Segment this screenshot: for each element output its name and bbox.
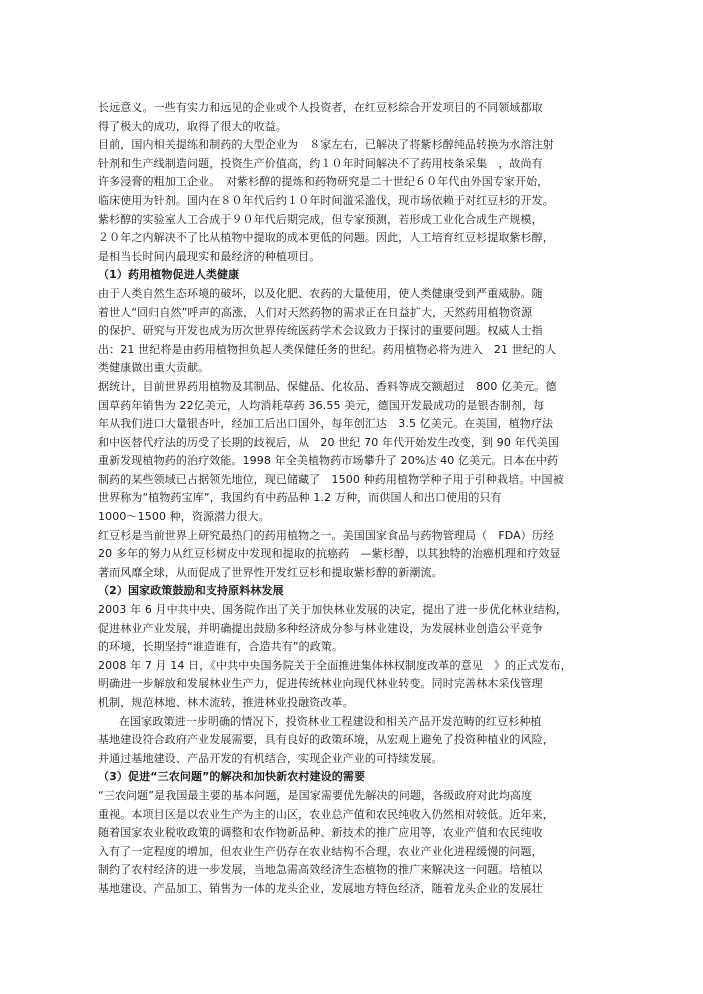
text-line: 据统计，目前世界药用植物及其制品、保健品、化妆品、香料等成交额超过 800 亿美元。德 <box>98 379 557 393</box>
text-line: ２０年之内解决不了比从植物中提取的成本更低的问题。因此，人工培育红豆杉提取紫杉醇， <box>98 231 554 245</box>
text-line: 并通过基地建设、产品开发的有机结合，实现企业产业的可持续发展。 <box>98 751 443 765</box>
text-line: 的环境，长期坚持“谁造谁有，合造共有”的政策。 <box>98 640 344 654</box>
text-line: 针剂和生产线制造问题，投资生产价值高，约１０年时间解决不了药用枝条采集 ，故尚有 <box>98 156 543 170</box>
text-line: 20 多年的努力从红豆杉树皮中发现和提取的抗癌药 —紫杉醇，以其独特的治癌机理和疗效显 <box>98 547 561 561</box>
text-line: 年从我们进口大量银杏叶，经加工后出口国外，每年创汇达 3.5 亿美元。在美国，植物疗法 <box>98 417 554 431</box>
text-line: 重新发现植物药的治疗效能。1998 年全美植物药市场攀升了 20%达 40 亿美元。日本在中药 <box>98 454 559 468</box>
text-line: “三农问题”是我国最主要的基本问题，是国家需要优先解决的问题，各级政府对此均高度 <box>98 788 533 802</box>
text-line: 机制，规范林地、林木流转，推进林业投融资改革。 <box>98 696 354 709</box>
text-line: 临床使用为针剂。国内在８０年代后约１０年时间滥采滥伐，现市场依赖于对红豆杉的开发。 <box>98 193 554 207</box>
text-line: 重视。本项目区是以农业生产为主的山区，农业总产值和农民纯收入仍然相对较低。近年来， <box>98 807 554 821</box>
text-line: 在国家政策进一步明确的情况下，投资林业工程建设和相关产品开发范畴的红豆杉种植 <box>119 714 542 728</box>
text-line: 长远意义。一些有实力和远见的企业或个人投资者，在红豆杉综合开发项目的不同领域都取 <box>98 101 543 114</box>
text-line: 红豆杉是当前世界上研究最热门的药用植物之一。美国国家食品与药物管理局（ FDA）历经 <box>98 528 555 542</box>
text-line: 由于人类自然生态环境的破坏，以及化肥、农药的大量使用，使人类健康受到严重威胁。随 <box>98 286 543 300</box>
text-line: 基地建设、产品加工、销售为一体的龙头企业，发展地方特色经济，随着龙头企业的发展壮 <box>98 881 543 895</box>
text-line: 世界称为“植物药宝库”，我国约有中药品种 1.2 万种，而供国人和出口使用的只有 <box>98 491 502 505</box>
text-line: 类健康做出重大贡献。 <box>98 361 210 375</box>
text-line: 得了极大的成功，取得了很大的收益。 <box>98 119 288 133</box>
text-line: 入有了一定程度的增加，但农业生产仍存在农业结构不合理，农业产业化进程缓慢的问题， <box>98 844 543 858</box>
text-line: 随着国家农业税收政策的调整和农作物新品种、新技术的推广应用等，农业产值和农民纯收 <box>98 826 543 840</box>
section-heading: （3）促进“三农问题”的解决和加快新农村建设的需要 <box>98 770 366 784</box>
section-heading: （2）国家政策鼓励和支持原料林发展 <box>98 584 284 598</box>
text-line: 制约了农村经济的进一步发展，当地急需高效经济生态植物的推广来解决这一问题。培植以 <box>98 863 543 877</box>
text-line: 出：21 世纪将是由药用植物担负起人类保健任务的世纪。药用植物必将为进入 21 世纪的人 <box>98 342 557 356</box>
section-heading: （1）药用植物促进人类健康 <box>98 268 240 282</box>
text-line: 明确进一步解放和发展林业生产力，促进传统林业向现代林业转变。同时完善林木采伐管理 <box>98 677 543 691</box>
text-line: 目前，国内相关提练和制药的大型企业为 ８家左右，已解决了将紫杉醇纯品转换为水溶注射 <box>98 138 554 152</box>
text-line: 紫杉醇的实验室人工合成于９０年代后期完成，但专家预测，若形成工业化合成生产规模， <box>98 212 543 226</box>
text-line: 和中医替代疗法的历受了长期的歧视后，从 20 世纪 70 年代开始发生改变，到 90 年代美国 <box>98 435 560 449</box>
text-line: 着世人“回归自然”呼声的高涨，人们对天然药物的需求正在日益扩大，天然药用植物资源 <box>98 305 533 319</box>
text-line: 著而风靡全球，从而促成了世界性开发红豆杉和提取紫杉醇的新潮流。 <box>98 565 443 579</box>
text-line: 国草药年销售为 22亿美元，人均消耗草药 36.55 美元，德国开发最成功的是银杏制剂，每 <box>98 398 545 412</box>
text-line: 促进林业产业发展，并明确提出鼓励多种经济成分参与林业建设，为发展林业创造公平竞争 <box>98 621 543 635</box>
text-line: 2008 年 7 月 14 日，《中共中央国务院关于全面推进集体林权制度改革的意见 》的正式发布， <box>98 658 572 672</box>
text-line: 2003 年 6 月中共中央、国务院作出了关于加快林业发展的决定，提出了进一步优化林业结构， <box>98 603 567 617</box>
text-line: 基地建设符合政府产业发展需要，具有良好的政策环境，从宏观上避免了投资种植业的风险， <box>98 733 554 747</box>
document-body <box>98 99 613 899</box>
text-line: 许多浸膏的粗加工企业。 对紫杉醇的提炼和药物研究是二十世纪６０年代由外国专家开始， <box>98 175 549 189</box>
text-line: 是相当长时间内最现实和最经济的种植项目。 <box>98 249 321 263</box>
text-line: 的保护、研究与开发也成为历次世界传统医药学术会议致力于探讨的重要问题。权威人士指 <box>98 324 543 338</box>
text-line: 制药的某些领域已占据领先地位，现已储藏了 1500 种药用植物学种子用于引种栽培。中国被 <box>98 472 564 486</box>
text-line: 1000～1500 种，资源潜力很大。 <box>98 510 270 524</box>
